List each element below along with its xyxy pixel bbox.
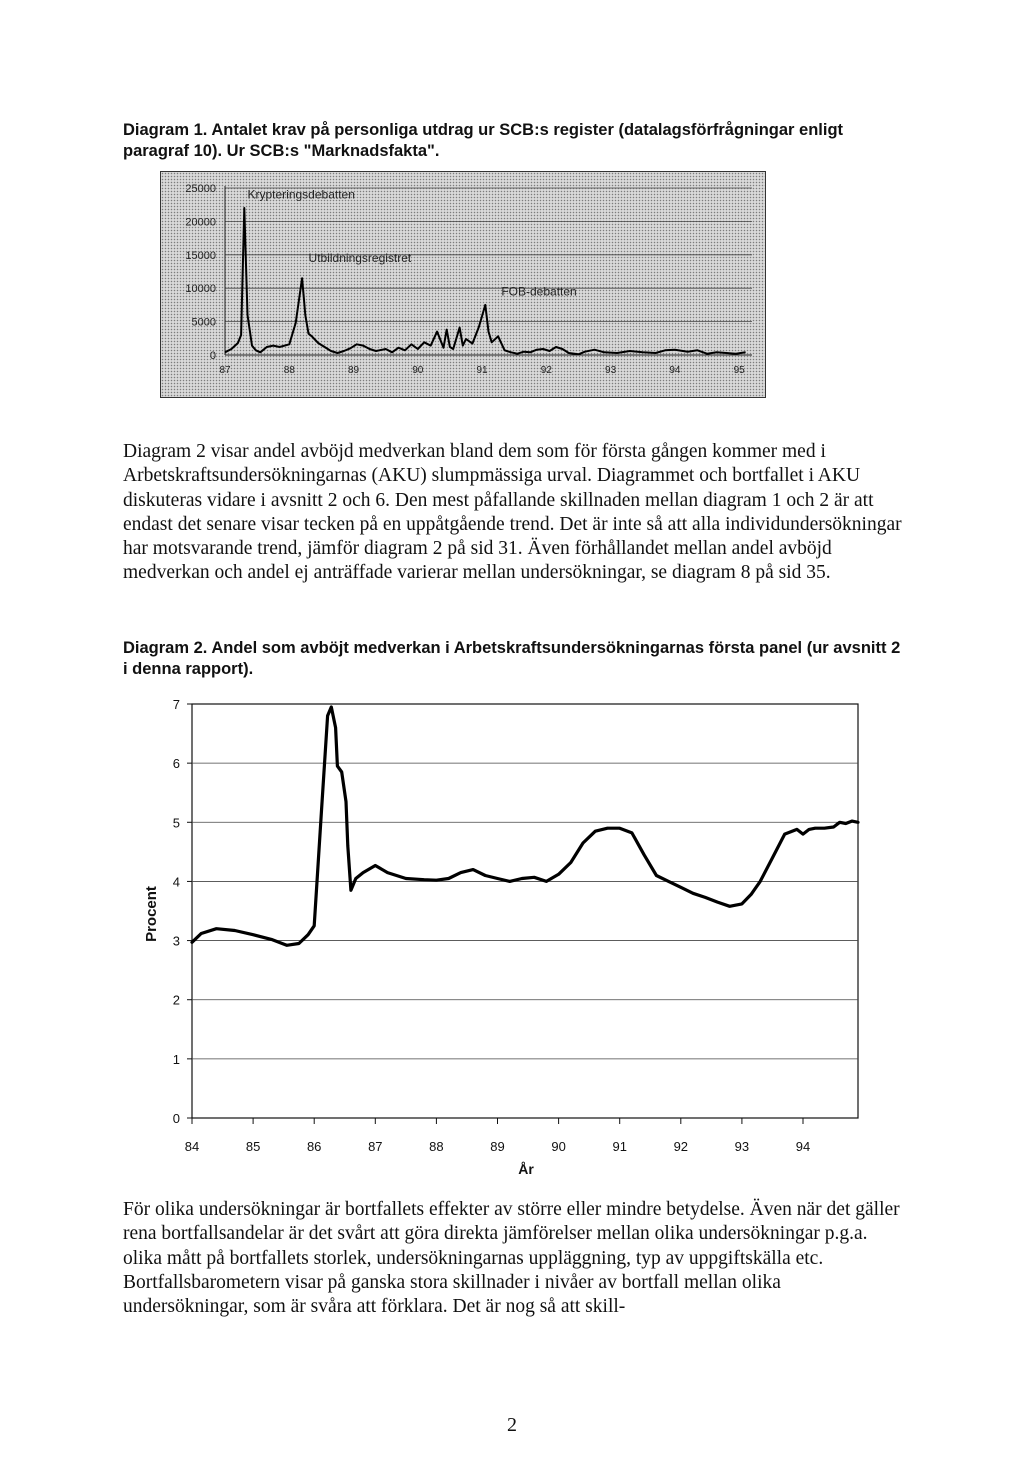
- page-number: 2: [507, 1414, 517, 1436]
- diagram1-x-tick-label: 91: [476, 365, 488, 376]
- diagram1-y-tick-label: 5000: [191, 316, 216, 329]
- diagram1-x-tick-label: 95: [733, 365, 745, 376]
- diagram1-y-tick-label: 25000: [185, 183, 216, 195]
- diagram2-x-tick-label: 88: [429, 1139, 444, 1154]
- diagram2-caption: Diagram 2. Andel som avböjt medverkan i Arbetskraftsundersökningarnas första panel (ur avsnitt 2 i denna rapport).: [123, 639, 901, 678]
- diagram2-x-tick-label: 89: [490, 1139, 505, 1154]
- diagram2-x-axis-label: År: [518, 1161, 534, 1177]
- diagram2-x-tick-label: 86: [306, 1139, 322, 1154]
- diagram2-x-tick-label: 90: [551, 1139, 566, 1154]
- diagram1-y-tick-label: 15000: [185, 249, 216, 262]
- diagram2-y-tick-label: 4: [172, 874, 180, 890]
- diagram2-x-tick-label: 91: [612, 1139, 627, 1154]
- diagram1-annotation: Krypteringsdebatten: [247, 187, 355, 202]
- diagram2-y-axis-label: Procent: [143, 886, 160, 942]
- paragraph-2: För olika undersökningar är bortfallets effekter av större eller mindre betydelse. Även när det gäller rena bortfallsandelar är det svårt att göra direkta jämförelser mellan olika undersökningar p.g.a. olika mått på bortfallets storlek, undersökningarnas uppläggning, typ av uppgiftskälla etc. Bortfallsbarometern visar på ganska stora skillnader i nivåer av bortfall mellan olika undersökningar, som är svåra att förklara. Det är nog så att skill-: [123, 1199, 900, 1318]
- diagram1-x-tick-label: 94: [669, 365, 681, 376]
- diagram2-x-tick-label: 93: [734, 1139, 750, 1154]
- diagram2-x-tick-label: 92: [673, 1139, 689, 1154]
- diagram2-y-tick-label: 6: [172, 756, 180, 772]
- paragraph-1: Diagram 2 visar andel avböjd medverkan bland dem som för första gången kommer med i Arbetskraftsundersökningarnas (AKU) slumpmässiga urval. Diagrammet och bortfallet i AKU diskuteras vidare i avsnitt 2 och 6. Den mest påfallande skillnaden mellan diagram 1 och 2 är att endast det senare visar tecken på en uppåtgående trend. Det är inte så att alla individundersökningar har motsvarande trend, jämför diagram 2 på sid 31. Även förhållandet mellan andel avböjd medverkan och andel ej anträffade varierar mellan undersökningar, se diagram 8 på sid 35.: [123, 441, 902, 584]
- diagram2-y-tick-label: 3: [172, 933, 180, 949]
- diagram2-x-tick-label: 85: [245, 1139, 261, 1154]
- diagram2-x-tick-label: 87: [368, 1139, 383, 1154]
- diagram1-y-tick-label: 0: [209, 350, 216, 362]
- diagram1-annotation: FOB-debatten: [501, 284, 577, 299]
- diagram1-annotation: Utbildningsregistret: [308, 251, 412, 266]
- diagram2-plot-frame: [192, 704, 858, 1118]
- diagram1-x-tick-label: 92: [540, 365, 552, 376]
- diagram1-x-tick-label: 90: [412, 365, 424, 376]
- diagram1-x-tick-label: 88: [283, 365, 295, 376]
- diagram1-y-tick-label: 20000: [185, 216, 216, 229]
- diagram2-x-tick-label: 94: [795, 1139, 811, 1154]
- diagram2-y-tick-label: 0: [172, 1111, 180, 1126]
- diagram2-x-tick-label: 84: [184, 1139, 200, 1154]
- diagram2-y-tick-label: 5: [172, 815, 180, 831]
- diagram1-y-tick-label: 10000: [185, 283, 216, 296]
- diagram1-x-tick-label: 89: [347, 365, 360, 376]
- diagram1-caption: Diagram 1. Antalet krav på personliga utdrag ur SCB:s register (datalagsförfrågningar enligt paragraf 10). Ur SCB:s "Marknadsfakta".: [123, 121, 844, 160]
- diagram2-series-line: [192, 707, 858, 945]
- diagram2-y-tick-label: 2: [172, 992, 180, 1008]
- diagram2-y-tick-label: 1: [172, 1051, 180, 1067]
- diagram1-x-tick-label: 87: [219, 365, 231, 376]
- diagram2-y-tick-label: 7: [172, 697, 180, 712]
- diagram1-x-tick-label: 93: [605, 365, 617, 376]
